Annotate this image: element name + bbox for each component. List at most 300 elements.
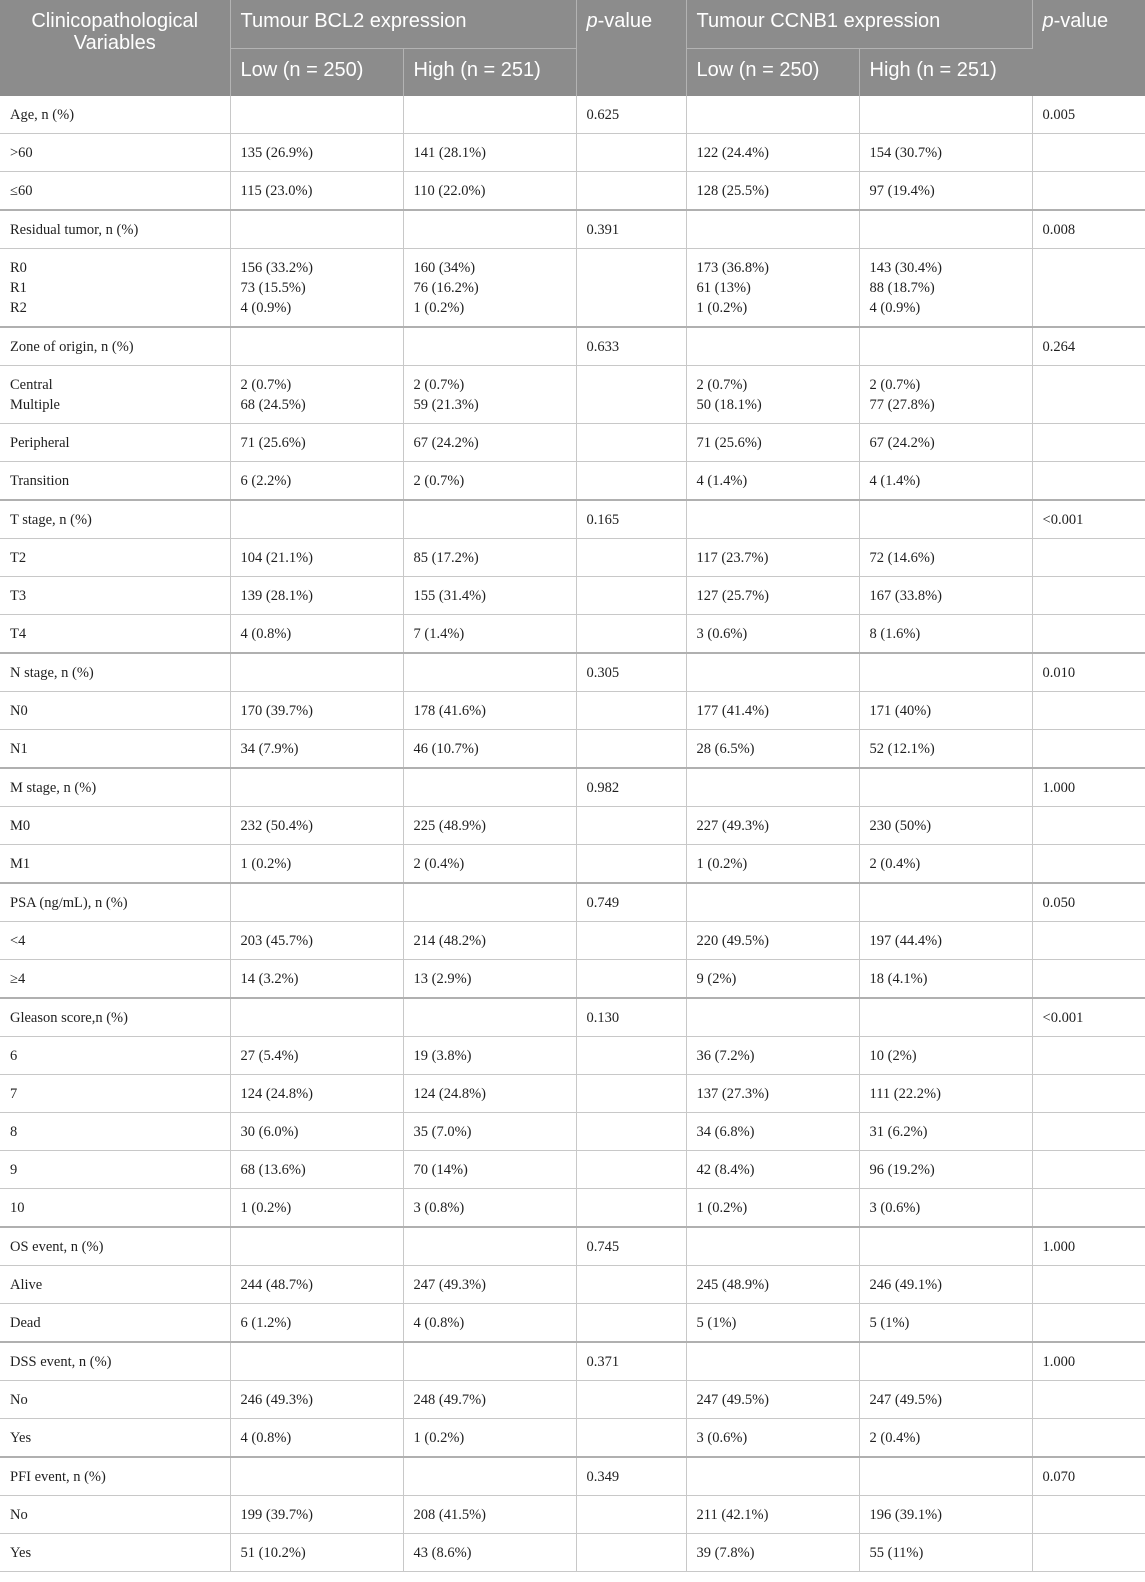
row-label: Peripheral: [0, 424, 230, 462]
table-row: [0, 366, 1145, 424]
bcl2-low-cell: 4 (0.8%): [230, 615, 403, 654]
bcl2-p-value: [576, 1496, 686, 1534]
variables-header: Clinicopathological Variables: [0, 0, 230, 96]
bcl2-p-value: 0.633: [576, 327, 686, 366]
bcl2-high-cell: [403, 366, 576, 424]
bcl2-high-cell: [403, 1227, 576, 1266]
bcl2-high-cell: [403, 500, 576, 539]
bcl2-low-cell: 68 (13.6%): [230, 1151, 403, 1189]
ccnb1-high-cell: 154 (30.7%): [859, 134, 1032, 172]
row-label-line: R0: [10, 259, 27, 276]
table-row: [0, 577, 1145, 615]
bcl2-high-cell: 155 (31.4%): [403, 577, 576, 615]
ccnb1-high-cell: [859, 96, 1032, 134]
table-row: [0, 615, 1145, 654]
bcl2-low-cell: [230, 883, 403, 922]
row-label: 10: [0, 1189, 230, 1228]
ccnb1-low-cell: 137 (27.3%): [686, 1075, 859, 1113]
ccnb1-p-value: [1032, 249, 1145, 328]
table-row: [0, 327, 1145, 366]
ccnb1-p-value: [1032, 922, 1145, 960]
ccnb1-high-cell: [859, 249, 1032, 328]
bcl2-high-cell: 110 (22.0%): [403, 172, 576, 211]
row-label: Gleason score,n (%): [0, 998, 230, 1037]
table-row: [0, 1304, 1145, 1343]
ccnb1-p-value: 0.070: [1032, 1457, 1145, 1496]
ccnb1-p-value: 0.264: [1032, 327, 1145, 366]
p-rest: -value: [1053, 10, 1109, 32]
ccnb1-high-cell: [859, 1227, 1032, 1266]
ccnb1-p-value: [1032, 1113, 1145, 1151]
bcl2-p-value: [576, 615, 686, 654]
table-row: [0, 653, 1145, 692]
ccnb1-high-cell: 4 (1.4%): [859, 462, 1032, 501]
bcl2-p-value: [576, 1304, 686, 1343]
ccnb1-low-cell: 3 (0.6%): [686, 615, 859, 654]
bcl2-low-cell: 199 (39.7%): [230, 1496, 403, 1534]
bcl2-low-cell: [230, 653, 403, 692]
table-row: [0, 249, 1145, 328]
ccnb1-p-value: [1032, 134, 1145, 172]
ccnb1-low-cell: [686, 768, 859, 807]
ccnb1-p-value: 0.010: [1032, 653, 1145, 692]
ccnb1-low-cell: 245 (48.9%): [686, 1266, 859, 1304]
ccnb1-high-header: High (n = 251): [859, 49, 1032, 97]
ccnb1-low-cell: 39 (7.8%): [686, 1534, 859, 1572]
bcl2-p-value: [576, 692, 686, 730]
ccnb1-p-value: 1.000: [1032, 1342, 1145, 1381]
ccnb1-low-cell: 128 (25.5%): [686, 172, 859, 211]
ccnb1-high-cell: [859, 768, 1032, 807]
ccnb1-p-value: [1032, 1419, 1145, 1458]
row-label: N0: [0, 692, 230, 730]
bcl2-low-cell-line: 68 (24.5%): [240, 396, 306, 413]
ccnb1-low-cell: [686, 883, 859, 922]
ccnb1-low-cell: 117 (23.7%): [686, 539, 859, 577]
ccnb1-high-cell: [859, 653, 1032, 692]
bcl2-p-value: [576, 960, 686, 999]
ccnb1-low-cell-line: 50 (18.1%): [696, 396, 762, 413]
ccnb1-high-cell: [859, 210, 1032, 249]
ccnb1-high-cell: [859, 327, 1032, 366]
ccnb1-high-cell: 2 (0.4%): [859, 845, 1032, 884]
table-row: [0, 883, 1145, 922]
bcl2-high-cell: 70 (14%): [403, 1151, 576, 1189]
bcl2-low-cell: 124 (24.8%): [230, 1075, 403, 1113]
table-row: [0, 539, 1145, 577]
ccnb1-low-cell: 36 (7.2%): [686, 1037, 859, 1075]
bcl2-p-value: [576, 922, 686, 960]
ccnb1-low-cell-line: 173 (36.8%): [696, 259, 769, 276]
ccnb1-high-cell: 246 (49.1%): [859, 1266, 1032, 1304]
table-row: [0, 1227, 1145, 1266]
table-row: [0, 1266, 1145, 1304]
ccnb1-high-cell: 167 (33.8%): [859, 577, 1032, 615]
table-row: [0, 1151, 1145, 1189]
bcl2-high-cell: 67 (24.2%): [403, 424, 576, 462]
p-italic: p: [1042, 10, 1054, 32]
bcl2-low-cell-line: 73 (15.5%): [240, 279, 306, 296]
bcl2-p-value: [576, 424, 686, 462]
ccnb1-high-cell: 31 (6.2%): [859, 1113, 1032, 1151]
bcl2-low-header: Low (n = 250): [230, 49, 403, 97]
ccnb1-low-cell: 71 (25.6%): [686, 424, 859, 462]
p-value-header-bcl2: [576, 0, 686, 96]
row-label: Age, n (%): [0, 96, 230, 134]
bcl2-high-cell: [403, 1342, 576, 1381]
row-label: OS event, n (%): [0, 1227, 230, 1266]
ccnb1-high-cell: [859, 1342, 1032, 1381]
ccnb1-low-cell: 28 (6.5%): [686, 730, 859, 769]
bcl2-high-cell: [403, 327, 576, 366]
row-label: ≥4: [0, 960, 230, 999]
ccnb1-p-value: [1032, 1151, 1145, 1189]
bcl2-high-cell-line: 76 (16.2%): [413, 279, 479, 296]
bcl2-low-cell: 244 (48.7%): [230, 1266, 403, 1304]
table-row: [0, 1457, 1145, 1496]
bcl2-high-cell: [403, 1457, 576, 1496]
ccnb1-p-value: [1032, 845, 1145, 884]
ccnb1-high-cell: 247 (49.5%): [859, 1381, 1032, 1419]
row-label: [0, 366, 230, 424]
ccnb1-p-value: [1032, 1037, 1145, 1075]
ccnb1-low-cell: 177 (41.4%): [686, 692, 859, 730]
bcl2-high-cell: 225 (48.9%): [403, 807, 576, 845]
ccnb1-high-cell: 2 (0.4%): [859, 1419, 1032, 1458]
ccnb1-p-value: <0.001: [1032, 998, 1145, 1037]
bcl2-high-cell: [403, 653, 576, 692]
ccnb1-high-cell-line: 2 (0.7%): [869, 376, 921, 393]
bcl2-p-value: 0.625: [576, 96, 686, 134]
ccnb1-p-value: [1032, 1266, 1145, 1304]
table-row: [0, 922, 1145, 960]
ccnb1-high-cell: 55 (11%): [859, 1534, 1032, 1572]
bcl2-low-cell: 71 (25.6%): [230, 424, 403, 462]
ccnb1-p-value: [1032, 1381, 1145, 1419]
bcl2-low-cell: [230, 768, 403, 807]
bcl2-high-cell: [403, 768, 576, 807]
bcl2-high-cell: 13 (2.9%): [403, 960, 576, 999]
bcl2-low-cell: 135 (26.9%): [230, 134, 403, 172]
row-label: M stage, n (%): [0, 768, 230, 807]
bcl2-p-value: [576, 807, 686, 845]
bcl2-high-cell: 7 (1.4%): [403, 615, 576, 654]
ccnb1-high-cell: 196 (39.1%): [859, 1496, 1032, 1534]
bcl2-high-cell: 214 (48.2%): [403, 922, 576, 960]
ccnb1-p-value: 1.000: [1032, 1227, 1145, 1266]
ccnb1-high-cell: [859, 998, 1032, 1037]
bcl2-low-cell: 6 (1.2%): [230, 1304, 403, 1343]
table-row: [0, 1037, 1145, 1075]
bcl2-high-cell-line: 59 (21.3%): [413, 396, 479, 413]
ccnb1-low-cell-line: 1 (0.2%): [696, 299, 748, 316]
bcl2-low-cell: [230, 1227, 403, 1266]
row-label: T3: [0, 577, 230, 615]
ccnb1-high-cell: 230 (50%): [859, 807, 1032, 845]
ccnb1-low-cell: [686, 96, 859, 134]
ccnb1-low-cell: 122 (24.4%): [686, 134, 859, 172]
table-row: [0, 730, 1145, 769]
bcl2-low-cell: [230, 1457, 403, 1496]
bcl2-p-value: [576, 1075, 686, 1113]
bcl2-low-cell: 104 (21.1%): [230, 539, 403, 577]
bcl2-low-cell-line: 2 (0.7%): [240, 376, 292, 393]
bcl2-p-value: [576, 1534, 686, 1572]
bcl2-low-cell: 115 (23.0%): [230, 172, 403, 211]
ccnb1-high-cell: 8 (1.6%): [859, 615, 1032, 654]
ccnb1-high-cell: 72 (14.6%): [859, 539, 1032, 577]
row-label: T4: [0, 615, 230, 654]
ccnb1-high-cell-line: 4 (0.9%): [869, 299, 921, 316]
bcl2-low-cell-line: 156 (33.2%): [240, 259, 313, 276]
bcl2-high-cell: 3 (0.8%): [403, 1189, 576, 1228]
bcl2-high-cell: 1 (0.2%): [403, 1419, 576, 1458]
table-row: [0, 1342, 1145, 1381]
row-label: 6: [0, 1037, 230, 1075]
row-label: Yes: [0, 1419, 230, 1458]
row-label: [0, 249, 230, 328]
table-row: [0, 1534, 1145, 1572]
bcl2-low-cell: 246 (49.3%): [230, 1381, 403, 1419]
row-label: T stage, n (%): [0, 500, 230, 539]
row-label: DSS event, n (%): [0, 1342, 230, 1381]
bcl2-high-cell: [403, 883, 576, 922]
ccnb1-low-cell-line: 2 (0.7%): [696, 376, 748, 393]
bcl2-p-value: 0.305: [576, 653, 686, 692]
bcl2-low-cell: 6 (2.2%): [230, 462, 403, 501]
p-rest: -value: [597, 10, 653, 32]
table-row: [0, 462, 1145, 501]
ccnb1-p-value: [1032, 424, 1145, 462]
bcl2-low-cell: [230, 96, 403, 134]
bcl2-p-value: [576, 1037, 686, 1075]
bcl2-low-cell: [230, 327, 403, 366]
ccnb1-low-cell: 42 (8.4%): [686, 1151, 859, 1189]
ccnb1-p-value: [1032, 960, 1145, 999]
bcl2-p-value: 0.745: [576, 1227, 686, 1266]
ccnb1-high-cell: 67 (24.2%): [859, 424, 1032, 462]
ccnb1-high-cell: 111 (22.2%): [859, 1075, 1032, 1113]
ccnb1-high-cell: 3 (0.6%): [859, 1189, 1032, 1228]
bcl2-high-cell: [403, 96, 576, 134]
ccnb1-low-cell: [686, 998, 859, 1037]
bcl2-p-value: [576, 845, 686, 884]
bcl2-low-cell: 30 (6.0%): [230, 1113, 403, 1151]
bcl2-high-cell: 208 (41.5%): [403, 1496, 576, 1534]
table-row: [0, 424, 1145, 462]
bcl2-high-cell: 35 (7.0%): [403, 1113, 576, 1151]
ccnb1-low-header: Low (n = 250): [686, 49, 859, 97]
bcl2-low-cell: 203 (45.7%): [230, 922, 403, 960]
ccnb1-high-cell-line: 88 (18.7%): [869, 279, 935, 296]
ccnb1-p-value: [1032, 1304, 1145, 1343]
ccnb1-low-cell: 211 (42.1%): [686, 1496, 859, 1534]
bcl2-p-value: [576, 539, 686, 577]
ccnb1-p-value: [1032, 730, 1145, 769]
ccnb1-high-cell: 18 (4.1%): [859, 960, 1032, 999]
table-row: [0, 210, 1145, 249]
bcl2-p-value: [576, 1419, 686, 1458]
ccnb1-low-cell: 227 (49.3%): [686, 807, 859, 845]
ccnb1-p-value: [1032, 615, 1145, 654]
bcl2-low-cell: 1 (0.2%): [230, 845, 403, 884]
table-row: [0, 1381, 1145, 1419]
bcl2-p-value: [576, 1113, 686, 1151]
bcl2-p-value: [576, 172, 686, 211]
table-row: [0, 692, 1145, 730]
bcl2-p-value: [576, 249, 686, 328]
ccnb1-high-cell: 97 (19.4%): [859, 172, 1032, 211]
bcl2-low-cell: 14 (3.2%): [230, 960, 403, 999]
bcl2-high-cell-line: 1 (0.2%): [413, 299, 465, 316]
row-label: <4: [0, 922, 230, 960]
ccnb1-low-cell: 220 (49.5%): [686, 922, 859, 960]
ccnb1-p-value: [1032, 366, 1145, 424]
ccnb1-p-value: [1032, 539, 1145, 577]
bcl2-low-cell-line: 4 (0.9%): [240, 299, 292, 316]
row-label-line: R1: [10, 279, 27, 296]
table-row: [0, 807, 1145, 845]
bcl2-high-cell-line: 160 (34%): [413, 259, 476, 276]
p-italic: p: [586, 10, 598, 32]
bcl2-p-value: [576, 577, 686, 615]
p-value-header-ccnb1: [1032, 0, 1145, 96]
ccnb1-low-cell: 34 (6.8%): [686, 1113, 859, 1151]
bcl2-low-cell: 27 (5.4%): [230, 1037, 403, 1075]
bcl2-high-cell: 43 (8.6%): [403, 1534, 576, 1572]
bcl2-low-cell: 1 (0.2%): [230, 1189, 403, 1228]
bcl2-expression-header: Tumour BCL2 expression: [230, 0, 576, 49]
row-label: 8: [0, 1113, 230, 1151]
bcl2-p-value: 0.391: [576, 210, 686, 249]
bcl2-p-value: 0.165: [576, 500, 686, 539]
ccnb1-p-value: [1032, 1189, 1145, 1228]
ccnb1-p-value: 0.050: [1032, 883, 1145, 922]
ccnb1-p-value: [1032, 172, 1145, 211]
bcl2-p-value: [576, 134, 686, 172]
bcl2-low-cell: 139 (28.1%): [230, 577, 403, 615]
bcl2-p-value: [576, 730, 686, 769]
bcl2-p-value: [576, 462, 686, 501]
row-label-line: Central: [10, 376, 53, 393]
bcl2-high-cell: 4 (0.8%): [403, 1304, 576, 1343]
ccnb1-low-cell: 1 (0.2%): [686, 1189, 859, 1228]
ccnb1-low-cell: [686, 653, 859, 692]
row-label: Zone of origin, n (%): [0, 327, 230, 366]
bcl2-high-cell: [403, 210, 576, 249]
bcl2-high-cell: [403, 249, 576, 328]
table-row: [0, 1419, 1145, 1458]
ccnb1-p-value: 0.005: [1032, 96, 1145, 134]
ccnb1-p-value: 1.000: [1032, 768, 1145, 807]
bcl2-high-cell: 248 (49.7%): [403, 1381, 576, 1419]
bcl2-high-cell: 178 (41.6%): [403, 692, 576, 730]
table-row: [0, 768, 1145, 807]
ccnb1-low-cell: 1 (0.2%): [686, 845, 859, 884]
bcl2-p-value: 0.349: [576, 1457, 686, 1496]
ccnb1-low-cell: 3 (0.6%): [686, 1419, 859, 1458]
ccnb1-p-value: [1032, 1534, 1145, 1572]
ccnb1-p-value: [1032, 462, 1145, 501]
ccnb1-p-value: [1032, 1075, 1145, 1113]
bcl2-high-cell: 124 (24.8%): [403, 1075, 576, 1113]
row-label: 9: [0, 1151, 230, 1189]
ccnb1-low-cell: 247 (49.5%): [686, 1381, 859, 1419]
table-row: [0, 1075, 1145, 1113]
row-label: Alive: [0, 1266, 230, 1304]
bcl2-p-value: 0.982: [576, 768, 686, 807]
ccnb1-high-cell: 197 (44.4%): [859, 922, 1032, 960]
bcl2-p-value: [576, 366, 686, 424]
ccnb1-low-cell: [686, 210, 859, 249]
table-row: [0, 172, 1145, 211]
ccnb1-low-cell: [686, 249, 859, 328]
row-label: Yes: [0, 1534, 230, 1572]
ccnb1-p-value: [1032, 807, 1145, 845]
row-label: Dead: [0, 1304, 230, 1343]
ccnb1-low-cell: [686, 1227, 859, 1266]
row-label-line: Multiple: [10, 396, 60, 413]
bcl2-high-cell-line: 2 (0.7%): [413, 376, 465, 393]
bcl2-p-value: [576, 1266, 686, 1304]
row-label: >60: [0, 134, 230, 172]
bcl2-high-cell: 141 (28.1%): [403, 134, 576, 172]
bcl2-high-cell: 85 (17.2%): [403, 539, 576, 577]
ccnb1-p-value: [1032, 577, 1145, 615]
ccnb1-low-cell: 4 (1.4%): [686, 462, 859, 501]
row-label: No: [0, 1496, 230, 1534]
ccnb1-low-cell: [686, 366, 859, 424]
bcl2-high-cell: [403, 998, 576, 1037]
ccnb1-low-cell: 5 (1%): [686, 1304, 859, 1343]
bcl2-low-cell: [230, 998, 403, 1037]
bcl2-high-header: High (n = 251): [403, 49, 576, 97]
table-row: [0, 845, 1145, 884]
row-label-line: R2: [10, 299, 27, 316]
row-label: No: [0, 1381, 230, 1419]
ccnb1-high-cell: [859, 883, 1032, 922]
row-label: ≤60: [0, 172, 230, 211]
table-row: [0, 134, 1145, 172]
row-label: Transition: [0, 462, 230, 501]
bcl2-low-cell: 170 (39.7%): [230, 692, 403, 730]
ccnb1-p-value: [1032, 692, 1145, 730]
table-row: [0, 500, 1145, 539]
bcl2-high-cell: 247 (49.3%): [403, 1266, 576, 1304]
ccnb1-high-cell: 96 (19.2%): [859, 1151, 1032, 1189]
ccnb1-p-value: <0.001: [1032, 500, 1145, 539]
bcl2-p-value: 0.130: [576, 998, 686, 1037]
ccnb1-high-cell: [859, 366, 1032, 424]
ccnb1-low-cell: [686, 327, 859, 366]
table-row: [0, 1189, 1145, 1228]
bcl2-low-cell: 232 (50.4%): [230, 807, 403, 845]
bcl2-high-cell: 46 (10.7%): [403, 730, 576, 769]
ccnb1-high-cell: 52 (12.1%): [859, 730, 1032, 769]
bcl2-low-cell: [230, 249, 403, 328]
ccnb1-high-cell-line: 143 (30.4%): [869, 259, 942, 276]
ccnb1-low-cell-line: 61 (13%): [696, 279, 751, 296]
ccnb1-high-cell: 10 (2%): [859, 1037, 1032, 1075]
ccnb1-p-value: [1032, 1496, 1145, 1534]
table-body: [0, 96, 1145, 1572]
bcl2-low-cell: 4 (0.8%): [230, 1419, 403, 1458]
row-label: M0: [0, 807, 230, 845]
bcl2-p-value: [576, 1189, 686, 1228]
ccnb1-high-cell-line: 77 (27.8%): [869, 396, 935, 413]
table-row: [0, 960, 1145, 999]
bcl2-low-cell: [230, 366, 403, 424]
